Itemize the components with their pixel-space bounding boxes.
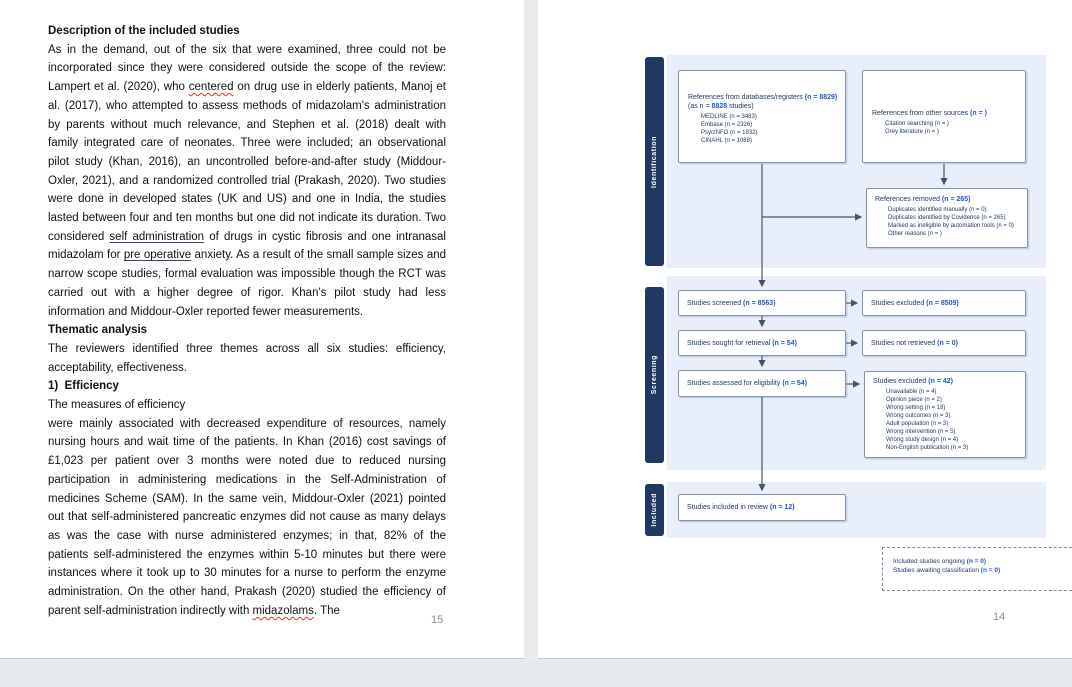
databases-label: References from databases/registers [688,94,805,101]
assessed-count: (n = 54) [782,380,808,387]
prisma-flow-diagram[interactable] [538,0,1072,658]
box-references-removed[interactable] [866,188,1028,248]
box-item: Wrong study design (n = 4) [886,437,959,443]
databases-breakdown [688,113,839,145]
other-sources-count: (n = ) [970,110,987,117]
not-retrieved-count: (n = 0) [937,339,958,347]
box-item: Wrong intervention (n = 5) [886,429,956,435]
included-review-label: Studies included in review [687,504,770,511]
box-studies-sought[interactable] [678,330,846,356]
excluded-eligibility-reasons [873,388,1020,452]
document-paragraph: were mainly associated with decreased expenditure of resources, namely nursing hours and wait time of the patients. In Khan (2016) cost savings of £1,023 per patient over 3 months were noted due to reduced nursing participation in administering medications in the Self-Administration of medicines Scheme (SAM). In the same vein, Middour-Oxler (2021) pointed out that self-administered pancreatic enzymes did not cause as many delays as was the case with nurse administered enzymes; in that, 82% of the patients self-administered the enzymes within 5-10 minutes but there were instances where it took up to 30 minutes for a nurse to perform the enzyme administration. On the other hand, Prakash (2020) studied the efficiency of parent self-administration indirectly with midazolams. The [48,417,446,617]
box-studies-not-retrieved[interactable] [862,330,1026,356]
box-awaiting-classification[interactable] [882,547,1072,591]
screened-count: (n = 8563) [743,299,776,307]
included-label: Included [651,493,658,527]
box-item: Adult population (n = 3) [886,421,949,427]
sought-label: Studies sought for retrieval [687,339,773,347]
page-number-14: 14 [993,611,1006,623]
not-retrieved-label: Studies not retrieved [871,339,938,347]
included-review-count: (n = 12) [769,504,795,511]
screening-band [645,287,664,463]
box-item: MEDLINE (n = 3483) [701,114,757,120]
document-text-column [48,22,446,621]
ongoing-count: (n = 0) [966,558,987,565]
screening-label: Screening [651,355,658,395]
box-item: Embase (n = 2326) [701,122,753,128]
box-item: Grey literature (n = ) [885,129,939,135]
document-page-14[interactable] [538,0,1072,659]
removed-breakdown [875,206,1022,238]
identification-band [645,57,664,266]
box-studies-excluded-eligibility[interactable] [864,371,1026,458]
document-paragraph: As in the demand, out of the six that were examined, three could not be incorporated since they were considered outside the scope of the review: Lampert et al. (2020), who centered on drug use in elderly patients, Manoj et al. (2017), who attempted to assess methods of midazolam's administration by parents without much relevance, and Stephen et al. (2018) dealt with family integrated care of neonates. Three were included; an observational pilot study (Khan, 2016), an uncontrolled before-and-after study (Middour-Oxler, 2021), and a randomized controlled trial (Prakash, 2020). Two studies were done in developed states (UK and US) and one in India, the studies lasted between four and ten months but one did not indicate its duration. Two considered self administration of drugs in cystic fibrosis and one intranasal midazolam for pre operative anxiety. As a result of the small sample sizes and narrow scope studies, formal evaluation was impossible though the RCT was carried out with a higher degree of rigor. Khan's pilot study had less information and Middour-Oxler reported fewer measurements. [48,43,447,318]
sought-count: (n = 54) [772,339,797,347]
other-sources-breakdown [872,120,1019,136]
included-band [645,484,664,536]
box-item: Unavailable (n = 4) [886,389,937,395]
assessed-label: Studies assessed for eligibility [687,380,783,387]
excluded-screening-label: Studies excluded [871,299,927,307]
box-studies-included-review[interactable] [678,494,846,521]
excluded-screening-count: (n = 8509) [926,299,959,307]
box-item: Citation searching (n = ) [885,121,949,127]
databases-count: (n = 8829) [804,94,838,101]
page-number-15: 15 [431,614,444,626]
awaiting-count: (n = 0) [980,567,1001,574]
box-studies-assessed[interactable] [678,370,846,397]
excluded-eligibility-count: (n = 42) [928,378,953,385]
document-paragraph: The reviewers identified three themes across all six studies: efficiency, acceptability, effectiveness. [48,342,446,374]
removed-count: (n = 265) [941,196,971,203]
canvas-footer-area [0,660,1072,687]
identification-label: Identification [651,135,658,188]
box-studies-screened[interactable] [678,290,846,316]
box-item: PsycINFO (n = 1932) [701,130,758,136]
box-item: Duplicates identified by Covidence (n = 265) [888,215,1006,221]
box-item: Non-English publication (n = 3) [886,445,969,451]
excluded-eligibility-label: Studies excluded [873,378,929,385]
document-heading: Thematic analysis [48,324,148,337]
box-item: Wrong outcomes (n = 3) [886,413,951,419]
document-heading: Description of the included studies [48,25,240,37]
box-references-other-sources[interactable] [862,70,1026,163]
box-item: Marked as ineligible by automation tools (n = 0) [888,223,1014,229]
other-sources-label: References from other sources [872,110,971,117]
awaiting-label: Studies awaiting classification [893,567,981,574]
box-item: Duplicates identified manually (n = 0) [888,207,987,213]
ongoing-label: Included studies ongoing [893,558,967,565]
box-item: Opinion piece (n = 2) [886,397,942,403]
box-item: CINAHL (n = 1088) [701,138,752,144]
document-heading: 1) Efficiency [48,380,119,393]
document-paragraph: The measures of efficiency [48,399,186,412]
removed-label: References removed [875,196,942,203]
box-item: Other reasons (n = ) [888,231,942,237]
box-references-databases[interactable]: References from databases/registers (n = 8829) (as n = 8828 studies) MEDLINE (n = 3483) Embase (n = 2326) PsycINFO (n = 1932) CINAHL (n = 1088) [678,70,846,163]
box-studies-excluded-screening[interactable] [862,290,1026,316]
screened-label: Studies screened [687,299,744,307]
document-page-15[interactable] [0,0,524,659]
box-item: Wrong setting (n = 18) [886,405,946,411]
